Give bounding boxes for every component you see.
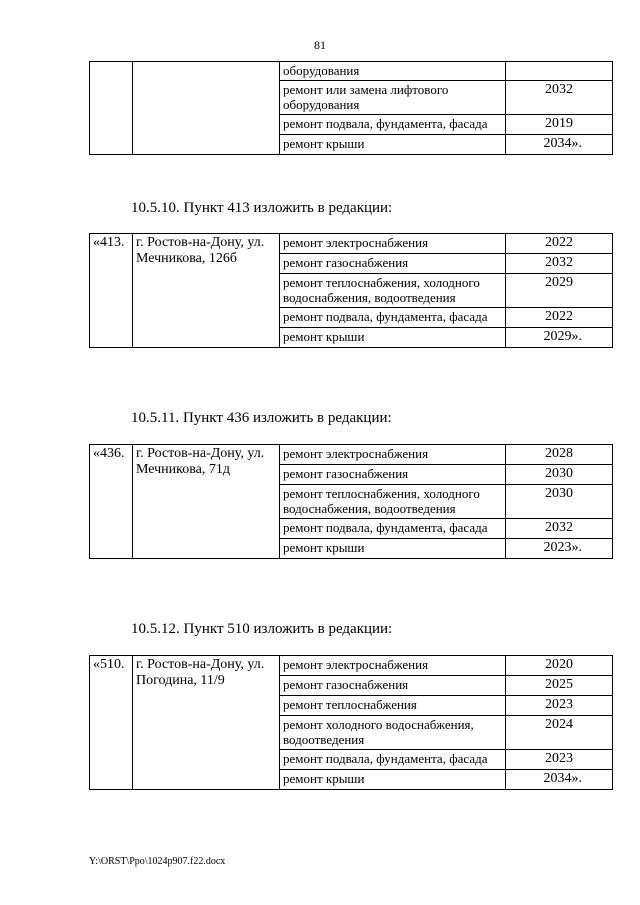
- work-cell: ремонт крыши: [280, 328, 506, 348]
- continuation-table: [89, 61, 613, 155]
- item-510-table: [89, 655, 613, 790]
- work-cell: ремонт крыши: [280, 770, 506, 790]
- year-cell: 2034».: [506, 770, 613, 790]
- table-row: [90, 234, 613, 254]
- year-cell: 2022: [506, 234, 613, 254]
- year-cell: 2019: [506, 115, 613, 135]
- year-cell: 2025: [506, 676, 613, 696]
- work-cell: ремонт электроснабжения: [280, 656, 506, 676]
- file-path-footer: Y:\ORST\Ppo\1024p907.f22.docx: [89, 856, 226, 867]
- year-cell: 2029».: [506, 328, 613, 348]
- year-cell: 2022: [506, 308, 613, 328]
- table-row: [90, 445, 613, 465]
- year-cell: 2032: [506, 81, 613, 115]
- item-number: «510.: [90, 656, 133, 790]
- section-heading-413: 10.5.10. Пункт 413 изложить в редакции:: [131, 200, 393, 216]
- item-436-table: [89, 444, 613, 559]
- work-cell: ремонт газоснабжения: [280, 254, 506, 274]
- address-cell: г. Ростов-на-Дону, ул. Мечникова, 71д: [133, 445, 280, 559]
- work-cell: ремонт теплоснабжения, холодного водоснабжения, водоотведения: [280, 485, 506, 519]
- address-cell: г. Ростов-на-Дону, ул. Мечникова, 126б: [133, 234, 280, 348]
- work-cell: ремонт холодного водоснабжения, водоотведения: [280, 716, 506, 750]
- work-cell: ремонт газоснабжения: [280, 465, 506, 485]
- year-cell: 2023: [506, 696, 613, 716]
- year-cell: 2028: [506, 445, 613, 465]
- work-cell: ремонт электроснабжения: [280, 445, 506, 465]
- table-row: [90, 656, 613, 676]
- year-cell: 2030: [506, 485, 613, 519]
- work-cell: ремонт крыши: [280, 539, 506, 559]
- year-cell: 2034».: [506, 135, 613, 155]
- work-cell: ремонт электроснабжения: [280, 234, 506, 254]
- year-cell: 2032: [506, 519, 613, 539]
- work-cell: ремонт подвала, фундамента, фасада: [280, 115, 506, 135]
- year-cell: 2029: [506, 274, 613, 308]
- work-cell: ремонт газоснабжения: [280, 676, 506, 696]
- page-number: 81: [314, 38, 326, 52]
- year-cell: [506, 62, 613, 81]
- item-number: «436.: [90, 445, 133, 559]
- work-cell: ремонт подвала, фундамента, фасада: [280, 308, 506, 328]
- work-cell: оборудования: [280, 62, 506, 81]
- year-cell: 2032: [506, 254, 613, 274]
- work-cell: ремонт теплоснабжения: [280, 696, 506, 716]
- item-413-table: [89, 233, 613, 348]
- year-cell: 2024: [506, 716, 613, 750]
- item-number: «413.: [90, 234, 133, 348]
- year-cell: 2023: [506, 750, 613, 770]
- num-cell: [90, 62, 133, 155]
- year-cell: 2020: [506, 656, 613, 676]
- table-row: [90, 62, 613, 81]
- address-cell: г. Ростов-на-Дону, ул. Погодина, 11/9: [133, 656, 280, 790]
- year-cell: 2023».: [506, 539, 613, 559]
- work-cell: ремонт крыши: [280, 135, 506, 155]
- section-heading-436: 10.5.11. Пункт 436 изложить в редакции:: [131, 410, 392, 426]
- work-cell: ремонт теплоснабжения, холодного водоснабжения, водоотведения: [280, 274, 506, 308]
- work-cell: ремонт подвала, фундамента, фасада: [280, 750, 506, 770]
- address-cell: [133, 62, 280, 155]
- work-cell: ремонт подвала, фундамента, фасада: [280, 519, 506, 539]
- year-cell: 2030: [506, 465, 613, 485]
- section-heading-510: 10.5.12. Пункт 510 изложить в редакции:: [131, 621, 393, 637]
- work-cell: ремонт или замена лифтового оборудования: [280, 81, 506, 115]
